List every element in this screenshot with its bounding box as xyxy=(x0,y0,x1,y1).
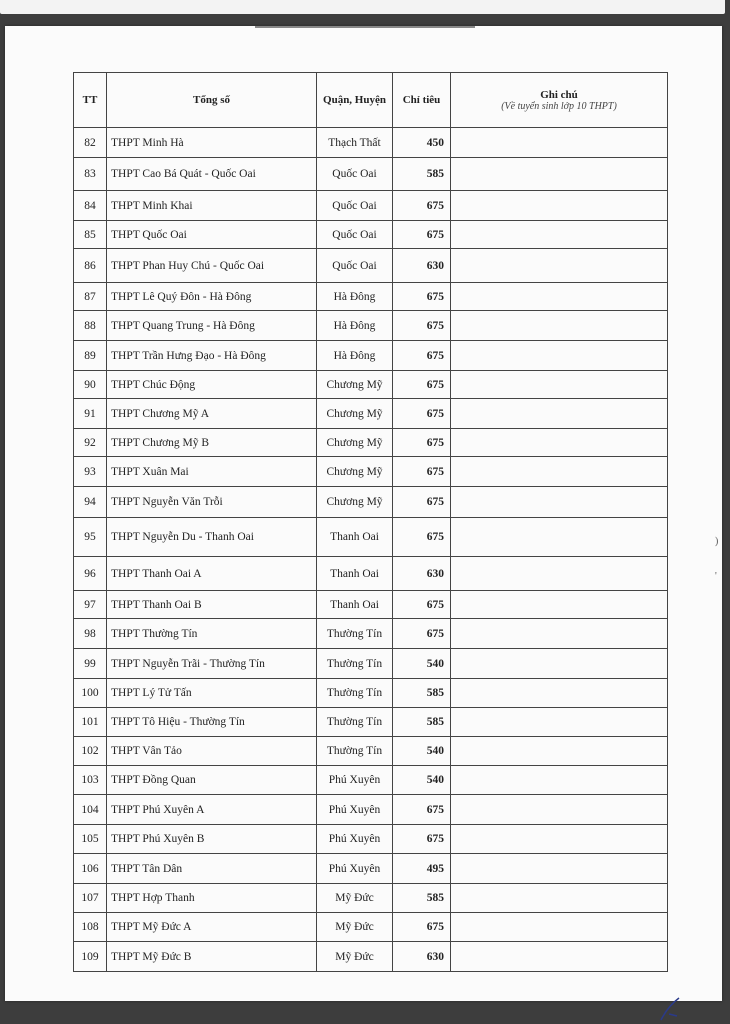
row-quota-cell: 675 xyxy=(393,429,451,457)
row-note-cell xyxy=(451,679,668,708)
row-name-cell: THPT Hợp Thanh xyxy=(107,884,317,913)
table-row xyxy=(74,591,668,619)
row-note-cell xyxy=(451,557,668,591)
row-name-cell: THPT Lý Tử Tấn xyxy=(107,679,317,708)
row-note-cell xyxy=(451,399,668,429)
table-row xyxy=(74,737,668,766)
row-quota-cell: 675 xyxy=(393,399,451,429)
row-tt-cell: 101 xyxy=(74,708,107,737)
row-name-cell: THPT Nguyễn Trãi - Thường Tín xyxy=(107,649,317,679)
row-district-cell: Chương Mỹ xyxy=(317,457,393,487)
row-tt-cell: 96 xyxy=(74,557,107,591)
row-tt-cell: 109 xyxy=(74,942,107,972)
row-quota-cell: 675 xyxy=(393,825,451,854)
row-note-cell xyxy=(451,311,668,341)
row-tt-cell: 88 xyxy=(74,311,107,341)
row-name-cell: THPT Phan Huy Chú - Quốc Oai xyxy=(107,249,317,283)
row-quota-cell: 675 xyxy=(393,191,451,221)
table-row xyxy=(74,457,668,487)
row-district-cell: Thường Tín xyxy=(317,649,393,679)
table-body xyxy=(74,128,668,972)
header-note-title: Ghi chú xyxy=(540,88,578,101)
row-note-cell xyxy=(451,487,668,518)
row-tt-cell: 102 xyxy=(74,737,107,766)
row-quota-cell: 585 xyxy=(393,884,451,913)
row-district-cell: Hà Đông xyxy=(317,311,393,341)
row-tt-cell: 107 xyxy=(74,884,107,913)
row-name-cell: THPT Trần Hưng Đạo - Hà Đông xyxy=(107,341,317,371)
table-row xyxy=(74,557,668,591)
row-name-cell: THPT Phú Xuyên A xyxy=(107,795,317,825)
row-note-cell xyxy=(451,518,668,557)
row-district-cell: Quốc Oai xyxy=(317,221,393,249)
row-note-cell xyxy=(451,913,668,942)
table-row xyxy=(74,942,668,972)
row-name-cell: THPT Quốc Oai xyxy=(107,221,317,249)
row-tt-cell: 105 xyxy=(74,825,107,854)
table-row xyxy=(74,311,668,341)
row-district-cell: Thanh Oai xyxy=(317,557,393,591)
row-tt-cell: 97 xyxy=(74,591,107,619)
row-quota-cell: 675 xyxy=(393,221,451,249)
table-row xyxy=(74,825,668,854)
row-note-cell xyxy=(451,649,668,679)
row-tt-cell: 100 xyxy=(74,679,107,708)
row-name-cell: THPT Minh Hà xyxy=(107,128,317,158)
row-quota-cell: 630 xyxy=(393,942,451,972)
row-name-cell: THPT Chương Mỹ B xyxy=(107,429,317,457)
row-quota-cell: 675 xyxy=(393,341,451,371)
row-quota-cell: 540 xyxy=(393,649,451,679)
row-note-cell xyxy=(451,191,668,221)
row-name-cell: THPT Tân Dân xyxy=(107,854,317,884)
row-note-cell xyxy=(451,825,668,854)
row-district-cell: Chương Mỹ xyxy=(317,371,393,399)
row-district-cell: Thanh Oai xyxy=(317,591,393,619)
row-tt-cell: 87 xyxy=(74,283,107,311)
row-district-cell: Phú Xuyên xyxy=(317,766,393,795)
header-name: Tổng số xyxy=(107,73,317,128)
row-district-cell: Mỹ Đức xyxy=(317,884,393,913)
row-quota-cell: 585 xyxy=(393,708,451,737)
row-name-cell: THPT Xuân Mai xyxy=(107,457,317,487)
table-row xyxy=(74,399,668,429)
row-tt-cell: 98 xyxy=(74,619,107,649)
row-district-cell: Thường Tín xyxy=(317,679,393,708)
row-name-cell: THPT Vân Tảo xyxy=(107,737,317,766)
row-quota-cell: 585 xyxy=(393,679,451,708)
row-note-cell xyxy=(451,221,668,249)
row-district-cell: Thường Tín xyxy=(317,737,393,766)
row-district-cell: Quốc Oai xyxy=(317,249,393,283)
row-tt-cell: 103 xyxy=(74,766,107,795)
row-name-cell: THPT Mỹ Đức A xyxy=(107,913,317,942)
row-quota-cell: 675 xyxy=(393,591,451,619)
table-row xyxy=(74,283,668,311)
row-tt-cell: 92 xyxy=(74,429,107,457)
row-district-cell: Thanh Oai xyxy=(317,518,393,557)
row-name-cell: THPT Quang Trung - Hà Đông xyxy=(107,311,317,341)
row-note-cell xyxy=(451,283,668,311)
row-name-cell: THPT Minh Khai xyxy=(107,191,317,221)
row-quota-cell: 495 xyxy=(393,854,451,884)
row-tt-cell: 93 xyxy=(74,457,107,487)
table-row xyxy=(74,795,668,825)
row-district-cell: Phú Xuyên xyxy=(317,795,393,825)
row-district-cell: Chương Mỹ xyxy=(317,399,393,429)
row-tt-cell: 90 xyxy=(74,371,107,399)
row-quota-cell: 675 xyxy=(393,457,451,487)
row-name-cell: THPT Thanh Oai A xyxy=(107,557,317,591)
row-note-cell xyxy=(451,737,668,766)
row-district-cell: Quốc Oai xyxy=(317,191,393,221)
row-name-cell: THPT Chúc Động xyxy=(107,371,317,399)
table-row xyxy=(74,249,668,283)
row-district-cell: Quốc Oai xyxy=(317,158,393,191)
row-note-cell xyxy=(451,942,668,972)
row-note-cell xyxy=(451,708,668,737)
row-quota-cell: 540 xyxy=(393,766,451,795)
row-note-cell xyxy=(451,591,668,619)
row-note-cell xyxy=(451,371,668,399)
row-quota-cell: 675 xyxy=(393,311,451,341)
row-district-cell: Thường Tín xyxy=(317,708,393,737)
row-tt-cell: 91 xyxy=(74,399,107,429)
row-quota-cell: 585 xyxy=(393,158,451,191)
row-tt-cell: 82 xyxy=(74,128,107,158)
row-name-cell: THPT Cao Bá Quát - Quốc Oai xyxy=(107,158,317,191)
table-row xyxy=(74,128,668,158)
row-tt-cell: 83 xyxy=(74,158,107,191)
row-tt-cell: 89 xyxy=(74,341,107,371)
row-district-cell: Thường Tín xyxy=(317,619,393,649)
margin-mark: ) xyxy=(715,536,719,547)
header-tt: TT xyxy=(74,73,107,128)
margin-mark: ' xyxy=(715,571,717,582)
previous-page-edge xyxy=(0,0,725,14)
table-row xyxy=(74,341,668,371)
table-row xyxy=(74,518,668,557)
row-district-cell: Phú Xuyên xyxy=(317,825,393,854)
row-tt-cell: 84 xyxy=(74,191,107,221)
table-row xyxy=(74,221,668,249)
row-quota-cell: 675 xyxy=(393,283,451,311)
table-row xyxy=(74,708,668,737)
row-quota-cell: 675 xyxy=(393,371,451,399)
signature-mark xyxy=(655,994,685,1024)
row-name-cell: THPT Tô Hiệu - Thường Tín xyxy=(107,708,317,737)
row-note-cell xyxy=(451,457,668,487)
table-row xyxy=(74,649,668,679)
table-row xyxy=(74,619,668,649)
row-district-cell: Chương Mỹ xyxy=(317,429,393,457)
row-note-cell xyxy=(451,341,668,371)
table-row xyxy=(74,913,668,942)
row-tt-cell: 104 xyxy=(74,795,107,825)
row-name-cell: THPT Lê Quý Đôn - Hà Đông xyxy=(107,283,317,311)
row-note-cell xyxy=(451,128,668,158)
row-note-cell xyxy=(451,158,668,191)
row-district-cell: Hà Đông xyxy=(317,283,393,311)
row-name-cell: THPT Đồng Quan xyxy=(107,766,317,795)
header-note-subtitle: (Về tuyển sinh lớp 10 THPT) xyxy=(501,100,617,112)
row-quota-cell: 450 xyxy=(393,128,451,158)
row-quota-cell: 675 xyxy=(393,795,451,825)
row-name-cell: THPT Chương Mỹ A xyxy=(107,399,317,429)
table-row xyxy=(74,679,668,708)
table-row xyxy=(74,854,668,884)
header-district: Quận, Huyện xyxy=(317,73,393,128)
row-name-cell: THPT Nguyễn Văn Trỗi xyxy=(107,487,317,518)
row-quota-cell: 630 xyxy=(393,249,451,283)
admission-quota-table xyxy=(73,72,668,972)
row-quota-cell: 675 xyxy=(393,487,451,518)
row-note-cell xyxy=(451,854,668,884)
row-name-cell: THPT Phú Xuyên B xyxy=(107,825,317,854)
table-row xyxy=(74,884,668,913)
table-row xyxy=(74,766,668,795)
row-note-cell xyxy=(451,429,668,457)
table-row xyxy=(74,158,668,191)
table-row xyxy=(74,429,668,457)
table-row xyxy=(74,487,668,518)
row-name-cell: THPT Thanh Oai B xyxy=(107,591,317,619)
row-name-cell: THPT Nguyễn Du - Thanh Oai xyxy=(107,518,317,557)
row-note-cell xyxy=(451,795,668,825)
row-name-cell: THPT Thường Tín xyxy=(107,619,317,649)
header-note xyxy=(451,73,668,128)
table-row xyxy=(74,191,668,221)
table-header-row xyxy=(74,73,668,128)
row-tt-cell: 85 xyxy=(74,221,107,249)
row-district-cell: Mỹ Đức xyxy=(317,913,393,942)
row-name-cell: THPT Mỹ Đức B xyxy=(107,942,317,972)
document-page xyxy=(5,26,722,1001)
row-tt-cell: 95 xyxy=(74,518,107,557)
row-note-cell xyxy=(451,884,668,913)
top-rule xyxy=(255,26,475,28)
row-note-cell xyxy=(451,249,668,283)
row-quota-cell: 675 xyxy=(393,518,451,557)
row-district-cell: Thạch Thất xyxy=(317,128,393,158)
row-tt-cell: 106 xyxy=(74,854,107,884)
row-note-cell xyxy=(451,619,668,649)
row-quota-cell: 540 xyxy=(393,737,451,766)
header-quota: Chỉ tiêu xyxy=(393,73,451,128)
row-tt-cell: 99 xyxy=(74,649,107,679)
table-row xyxy=(74,371,668,399)
row-quota-cell: 675 xyxy=(393,619,451,649)
row-quota-cell: 675 xyxy=(393,913,451,942)
row-tt-cell: 108 xyxy=(74,913,107,942)
row-tt-cell: 86 xyxy=(74,249,107,283)
row-district-cell: Mỹ Đức xyxy=(317,942,393,972)
row-district-cell: Hà Đông xyxy=(317,341,393,371)
row-tt-cell: 94 xyxy=(74,487,107,518)
row-quota-cell: 630 xyxy=(393,557,451,591)
row-district-cell: Phú Xuyên xyxy=(317,854,393,884)
row-district-cell: Chương Mỹ xyxy=(317,487,393,518)
row-note-cell xyxy=(451,766,668,795)
